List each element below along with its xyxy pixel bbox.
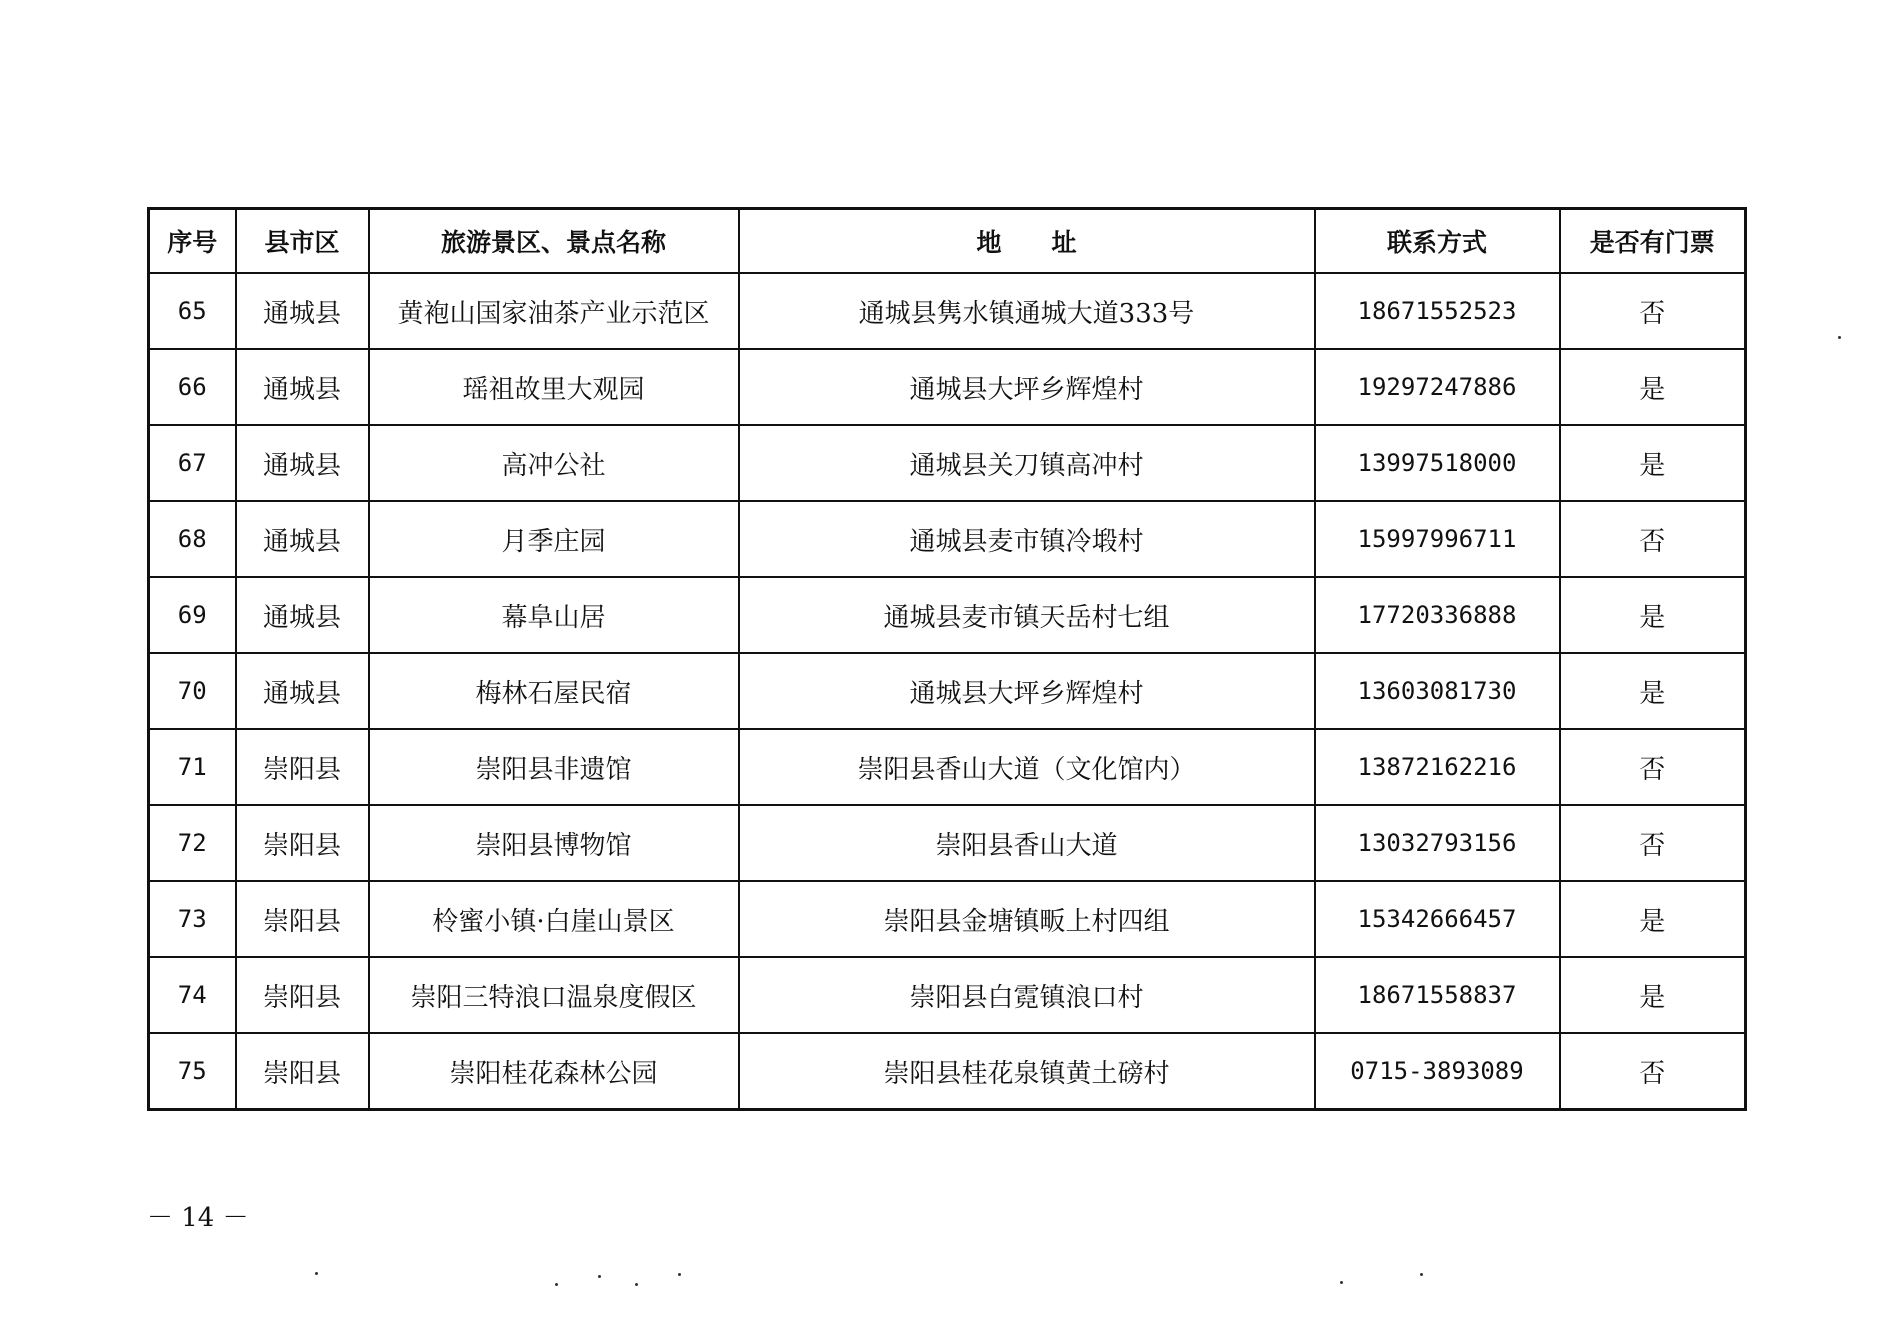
- cell-serial: 65: [149, 273, 236, 349]
- table-row: [149, 1033, 1746, 1110]
- cell-contact: 0715-3893089: [1315, 1033, 1560, 1110]
- header-address: 地 址: [739, 209, 1315, 274]
- cell-serial: 72: [149, 805, 236, 881]
- scan-speck: [1340, 1281, 1343, 1284]
- table-row: [149, 805, 1746, 881]
- cell-county: 崇阳县: [236, 1033, 369, 1110]
- cell-ticket: 是: [1560, 425, 1746, 501]
- cell-serial: 66: [149, 349, 236, 425]
- cell-address: 通城县大坪乡辉煌村: [739, 653, 1315, 729]
- scan-speck: [315, 1272, 318, 1275]
- cell-ticket: 是: [1560, 349, 1746, 425]
- cell-spot-name: 月季庄园: [369, 501, 739, 577]
- cell-address: 通城县麦市镇冷塅村: [739, 501, 1315, 577]
- cell-spot-name: 崇阳县博物馆: [369, 805, 739, 881]
- table-row: [149, 957, 1746, 1033]
- table-body: [149, 273, 1746, 1110]
- cell-ticket: 否: [1560, 805, 1746, 881]
- table-row: [149, 729, 1746, 805]
- table-row: [149, 425, 1746, 501]
- cell-serial: 67: [149, 425, 236, 501]
- table-row: [149, 653, 1746, 729]
- cell-ticket: 否: [1560, 1033, 1746, 1110]
- cell-ticket: 否: [1560, 273, 1746, 349]
- table-row: [149, 881, 1746, 957]
- cell-county: 崇阳县: [236, 729, 369, 805]
- cell-spot-name: 梅林石屋民宿: [369, 653, 739, 729]
- cell-address: 崇阳县桂花泉镇黄土磅村: [739, 1033, 1315, 1110]
- cell-spot-name: 崇阳三特浪口温泉度假区: [369, 957, 739, 1033]
- cell-contact: 18671558837: [1315, 957, 1560, 1033]
- cell-serial: 74: [149, 957, 236, 1033]
- scan-speck: [635, 1283, 638, 1286]
- cell-spot-name: 瑶祖故里大观园: [369, 349, 739, 425]
- scan-speck: [678, 1273, 681, 1276]
- cell-address: 通城县隽水镇通城大道333号: [739, 273, 1315, 349]
- cell-county: 通城县: [236, 349, 369, 425]
- cell-ticket: 否: [1560, 501, 1746, 577]
- cell-address: 通城县大坪乡辉煌村: [739, 349, 1315, 425]
- cell-contact: 18671552523: [1315, 273, 1560, 349]
- cell-spot-name: 幕阜山居: [369, 577, 739, 653]
- cell-contact: 19297247886: [1315, 349, 1560, 425]
- cell-spot-name: 黄袍山国家油茶产业示范区: [369, 273, 739, 349]
- cell-ticket: 是: [1560, 653, 1746, 729]
- table-row: [149, 349, 1746, 425]
- cell-contact: 13872162216: [1315, 729, 1560, 805]
- cell-address: 崇阳县香山大道（文化馆内）: [739, 729, 1315, 805]
- table-row: [149, 273, 1746, 349]
- cell-county: 崇阳县: [236, 805, 369, 881]
- cell-contact: 13997518000: [1315, 425, 1560, 501]
- scan-speck: [1838, 336, 1841, 339]
- cell-county: 通城县: [236, 501, 369, 577]
- cell-county: 通城县: [236, 577, 369, 653]
- cell-contact: 15997996711: [1315, 501, 1560, 577]
- cell-serial: 73: [149, 881, 236, 957]
- cell-address: 崇阳县香山大道: [739, 805, 1315, 881]
- cell-serial: 75: [149, 1033, 236, 1110]
- cell-ticket: 是: [1560, 577, 1746, 653]
- table-row: [149, 501, 1746, 577]
- cell-contact: 13032793156: [1315, 805, 1560, 881]
- cell-county: 通城县: [236, 273, 369, 349]
- cell-spot-name: 柃蜜小镇·白崖山景区: [369, 881, 739, 957]
- header-ticket: 是否有门票: [1560, 209, 1746, 274]
- cell-spot-name: 崇阳桂花森林公园: [369, 1033, 739, 1110]
- cell-address: 通城县关刀镇高冲村: [739, 425, 1315, 501]
- cell-serial: 70: [149, 653, 236, 729]
- scan-speck: [555, 1283, 558, 1286]
- cell-address: 崇阳县金塘镇畈上村四组: [739, 881, 1315, 957]
- cell-address: 通城县麦市镇天岳村七组: [739, 577, 1315, 653]
- header-serial: 序号: [149, 209, 236, 274]
- cell-spot-name: 崇阳县非遗馆: [369, 729, 739, 805]
- header-county: 县市区: [236, 209, 369, 274]
- cell-county: 通城县: [236, 653, 369, 729]
- header-spot-name: 旅游景区、景点名称: [369, 209, 739, 274]
- cell-ticket: 是: [1560, 957, 1746, 1033]
- scan-speck: [1420, 1273, 1423, 1276]
- header-contact: 联系方式: [1315, 209, 1560, 274]
- cell-county: 崇阳县: [236, 957, 369, 1033]
- cell-contact: 17720336888: [1315, 577, 1560, 653]
- cell-spot-name: 高冲公社: [369, 425, 739, 501]
- cell-ticket: 是: [1560, 881, 1746, 957]
- table-row: [149, 577, 1746, 653]
- cell-address: 崇阳县白霓镇浪口村: [739, 957, 1315, 1033]
- cell-county: 崇阳县: [236, 881, 369, 957]
- scan-speck: [598, 1275, 601, 1278]
- scenic-spots-table: [147, 207, 1747, 1111]
- cell-serial: 71: [149, 729, 236, 805]
- page-number: － 14 －: [147, 1203, 249, 1233]
- cell-contact: 13603081730: [1315, 653, 1560, 729]
- cell-ticket: 否: [1560, 729, 1746, 805]
- cell-contact: 15342666457: [1315, 881, 1560, 957]
- table-header-row: [149, 209, 1746, 274]
- cell-serial: 68: [149, 501, 236, 577]
- cell-serial: 69: [149, 577, 236, 653]
- cell-county: 通城县: [236, 425, 369, 501]
